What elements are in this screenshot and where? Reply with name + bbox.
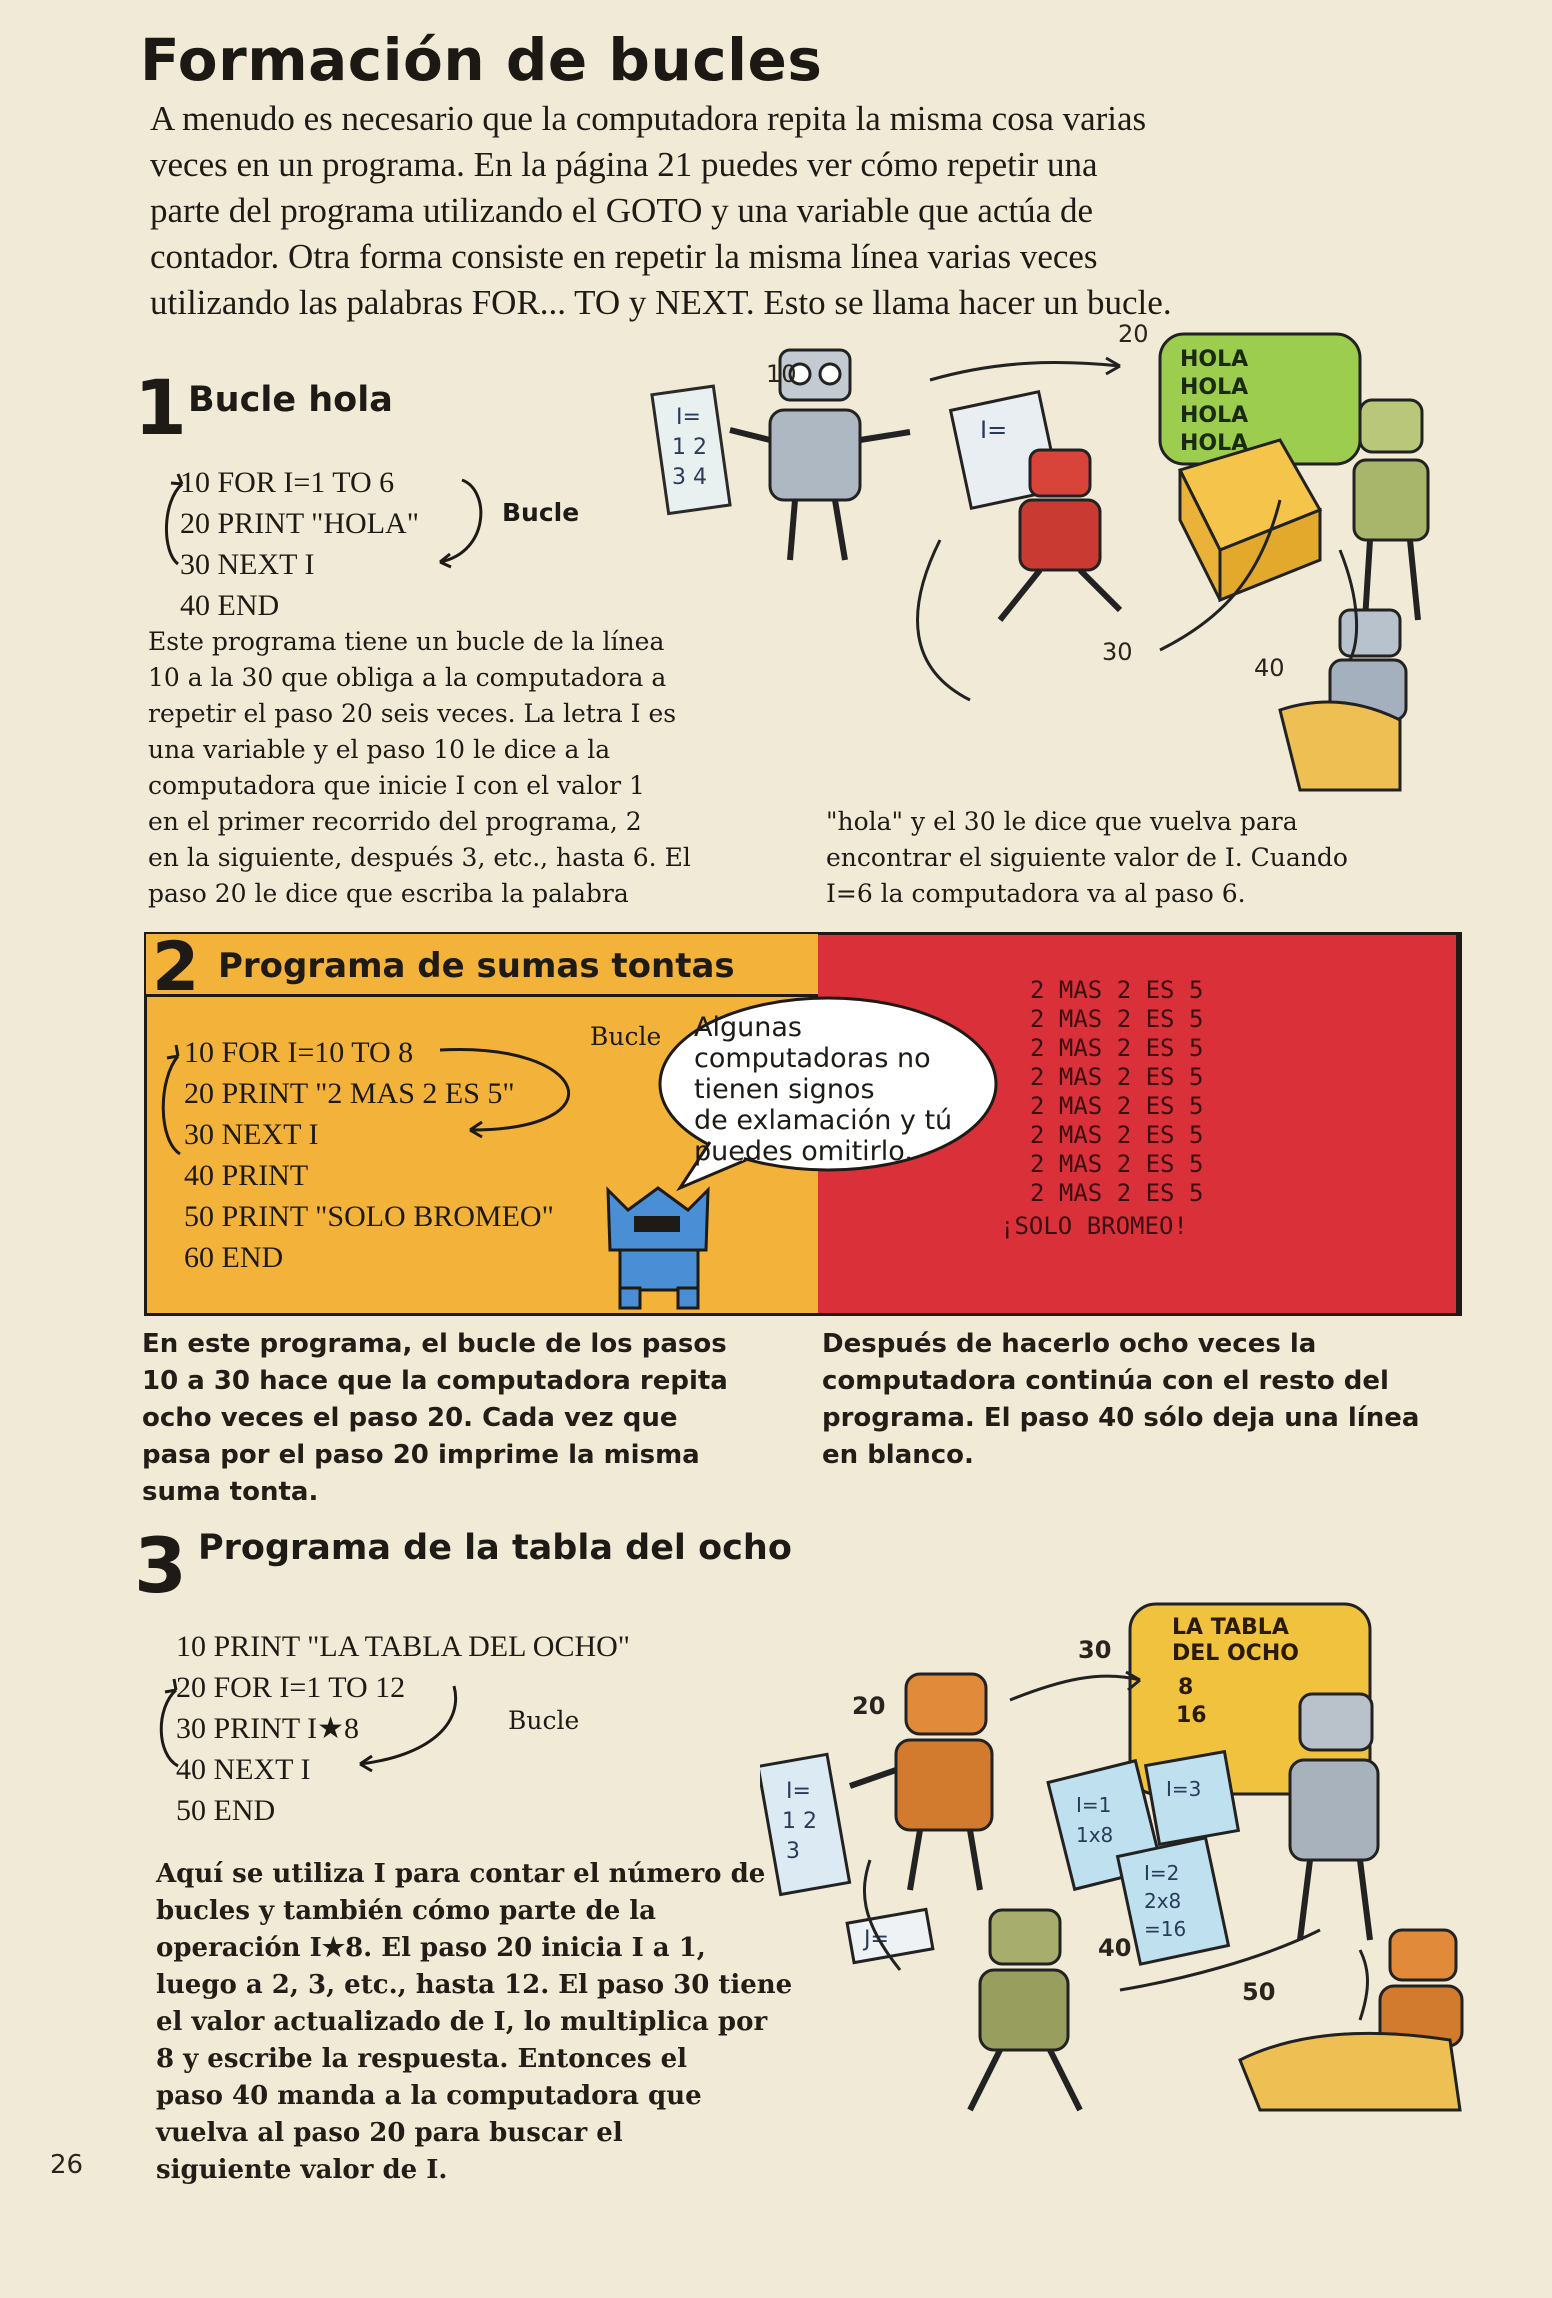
text-line: computadora continúa con el resto del bbox=[822, 1366, 1389, 1396]
text-line: luego a 2, 3, etc., hasta 12. El paso 30 tiene bbox=[156, 1970, 793, 2000]
green-robot bbox=[1354, 400, 1428, 620]
text-line: "hola" y el 30 le dice que vuelva para bbox=[826, 807, 1298, 836]
page-number: 26 bbox=[50, 2150, 84, 2180]
text-line: operación I★8. El paso 20 inicia I a 1, bbox=[156, 1933, 706, 1963]
silver-robot bbox=[730, 350, 910, 560]
note-line: 2x8 bbox=[1144, 1889, 1182, 1913]
intro-line: A menudo es necesario que la computadora repita la misma cosa varias bbox=[150, 99, 1147, 138]
intro-line: contador. Otra forma consiste en repetir la misma línea varias veces bbox=[150, 237, 1098, 276]
text-line: en el primer recorrido del programa, 2 bbox=[148, 807, 642, 836]
speech-bubble-text bbox=[694, 1012, 952, 1167]
card-line: I= bbox=[676, 405, 701, 430]
card-line: 3 bbox=[786, 1839, 800, 1864]
screen-line: 2 MAS 2 ES 5 bbox=[1030, 1150, 1204, 1178]
section3-bucle-label: Bucle bbox=[508, 1706, 580, 1735]
seated-robot bbox=[1280, 610, 1406, 790]
code-line: 10 FOR I=1 TO 6 bbox=[180, 466, 395, 499]
note-line: I=3 bbox=[1166, 1777, 1202, 1801]
board-title: DEL OCHO bbox=[1172, 1641, 1299, 1666]
red-robot bbox=[951, 392, 1120, 620]
section1-text-right bbox=[826, 804, 1348, 912]
intro-paragraph bbox=[150, 96, 1480, 326]
section2-caption-left bbox=[142, 1326, 728, 1511]
text-line: Este programa tiene un bucle de la línea bbox=[148, 627, 665, 656]
code-line: 20 PRINT "2 MAS 2 ES 5" bbox=[184, 1077, 515, 1110]
section2-bucle-label: Bucle bbox=[590, 1022, 662, 1051]
seated-robot bbox=[1240, 1930, 1462, 2110]
text-line: computadora que inicie I con el valor 1 bbox=[148, 771, 645, 800]
text-line: bucles y también cómo parte de la bbox=[156, 1896, 657, 1926]
section3-number: 3 bbox=[134, 1521, 187, 1610]
section1-illustration bbox=[640, 320, 1480, 800]
text-line: pasa por el paso 20 imprime la misma bbox=[142, 1440, 700, 1470]
note-line: I=1 bbox=[1076, 1793, 1112, 1817]
section3-title: Programa de la tabla del ocho bbox=[198, 1528, 792, 1568]
screen-line: 2 MAS 2 ES 5 bbox=[1030, 976, 1204, 1004]
text-line: En este programa, el bucle de los pasos bbox=[142, 1329, 727, 1359]
text-line: suma tonta. bbox=[142, 1477, 319, 1507]
bubble-line: puedes omitirlo. bbox=[694, 1136, 913, 1167]
bubble-line: tienen signos bbox=[694, 1074, 875, 1105]
intro-line: veces en un programa. En la página 21 puedes ver cómo repetir una bbox=[150, 145, 1098, 184]
step-label: 40 bbox=[1098, 1934, 1132, 1962]
screen-line: 2 MAS 2 ES 5 bbox=[1030, 1179, 1204, 1207]
step-label: 40 bbox=[1254, 654, 1285, 682]
section3-loop-arrows bbox=[148, 1664, 488, 1784]
page-title: Formación de bucles bbox=[140, 26, 823, 94]
card-line: 3 4 bbox=[672, 465, 707, 490]
step-label: 10 bbox=[766, 360, 797, 388]
screen-line: 2 MAS 2 ES 5 bbox=[1030, 1121, 1204, 1149]
robot-card bbox=[760, 1754, 850, 1894]
section1-title: Bucle hola bbox=[188, 380, 393, 420]
paper-text: J= bbox=[864, 1927, 889, 1952]
robot-card bbox=[652, 386, 730, 513]
screen-line: 2 MAS 2 ES 5 bbox=[1030, 1063, 1204, 1091]
text-line: paso 20 le dice que escriba la palabra bbox=[148, 879, 629, 908]
step-label: 30 bbox=[1102, 638, 1133, 666]
screen-footer: ¡SOLO BROMEO! bbox=[1000, 1212, 1188, 1240]
text-line: una variable y el paso 10 le dice a la bbox=[148, 735, 611, 764]
code-line: 30 NEXT I bbox=[180, 548, 315, 581]
card-line: 1 2 bbox=[782, 1809, 817, 1834]
text-line: ocho veces el paso 20. Cada vez que bbox=[142, 1403, 678, 1433]
olive-robot bbox=[847, 1909, 1080, 2110]
code-line: 40 NEXT I bbox=[176, 1753, 311, 1786]
section2-caption-right bbox=[822, 1326, 1419, 1474]
board-title: LA TABLA bbox=[1172, 1615, 1289, 1640]
code-line: 40 END bbox=[180, 589, 280, 622]
text-line: Después de hacerlo ocho veces la bbox=[822, 1329, 1317, 1359]
section3-text bbox=[156, 1856, 792, 2189]
section2-title: Programa de sumas tontas bbox=[218, 946, 735, 986]
bubble-line: Algunas bbox=[694, 1012, 802, 1043]
board-line: HOLA bbox=[1180, 431, 1249, 456]
text-line: paso 40 manda a la computadora que bbox=[156, 2081, 702, 2111]
board-line: HOLA bbox=[1180, 347, 1249, 372]
bubble-line: de exlamación y tú bbox=[694, 1105, 953, 1136]
text-line: 8 y escribe la respuesta. Entonces el bbox=[156, 2044, 687, 2074]
code-line: 40 PRINT bbox=[184, 1159, 309, 1192]
code-line: 30 PRINT I★8 bbox=[176, 1712, 360, 1745]
board-value: 16 bbox=[1176, 1703, 1207, 1728]
section3-illustration bbox=[760, 1590, 1490, 2130]
section2-number: 2 bbox=[152, 928, 200, 1007]
text-line: programa. El paso 40 sólo deja una línea bbox=[822, 1403, 1420, 1433]
text-line: siguiente valor de I. bbox=[156, 2155, 448, 2185]
note-line: 1x8 bbox=[1076, 1823, 1114, 1847]
board-line: HOLA bbox=[1180, 403, 1249, 428]
text-line: el valor actualizado de I, lo multiplica por bbox=[156, 2007, 768, 2037]
intro-line: utilizando las palabras FOR... TO y NEXT. Esto se llama hacer un bucle. bbox=[150, 283, 1172, 322]
silver-robot bbox=[1290, 1694, 1378, 1940]
text-line: en la siguiente, después 3, etc., hasta 6. El bbox=[148, 843, 691, 872]
section1-bucle-label: Bucle bbox=[502, 498, 580, 527]
note-line: =16 bbox=[1144, 1917, 1187, 1941]
text-line: en blanco. bbox=[822, 1440, 974, 1470]
text-line: I=6 la computadora va al paso 6. bbox=[826, 879, 1246, 908]
blue-robot bbox=[588, 1180, 728, 1310]
screen-line: 2 MAS 2 ES 5 bbox=[1030, 1034, 1204, 1062]
code-line: 20 PRINT "HOLA" bbox=[180, 507, 419, 540]
code-line: 50 END bbox=[176, 1794, 276, 1827]
step-label: 30 bbox=[1078, 1636, 1112, 1664]
paper-text: I= bbox=[980, 416, 1008, 444]
screen-line: 2 MAS 2 ES 5 bbox=[1030, 1092, 1204, 1120]
text-line: encontrar el siguiente valor de I. Cuando bbox=[826, 843, 1348, 872]
code-line: 10 PRINT "LA TABLA DEL OCHO" bbox=[176, 1630, 631, 1663]
bubble-line: computadoras no bbox=[694, 1043, 931, 1074]
step-label: 20 bbox=[1118, 320, 1149, 348]
code-line: 10 FOR I=10 TO 8 bbox=[184, 1036, 414, 1069]
card-line: 1 2 bbox=[672, 435, 707, 460]
board-line: HOLA bbox=[1180, 375, 1249, 400]
note-line: I=2 bbox=[1144, 1861, 1180, 1885]
text-line: 10 a 30 hace que la computadora repita bbox=[142, 1366, 728, 1396]
section1-loop-arrows bbox=[150, 462, 510, 582]
section2-loop-arrows bbox=[150, 1030, 630, 1170]
step-label: 50 bbox=[1242, 1978, 1276, 2006]
code-line: 50 PRINT "SOLO BROMEO" bbox=[184, 1200, 554, 1233]
section1-number: 1 bbox=[134, 363, 187, 452]
card-line: I= bbox=[786, 1779, 811, 1804]
code-line: 20 FOR I=1 TO 12 bbox=[176, 1671, 406, 1704]
board-value: 8 bbox=[1178, 1675, 1194, 1700]
text-line: Aquí se utiliza I para contar el número de bbox=[156, 1859, 766, 1889]
code-line: 60 END bbox=[184, 1241, 284, 1274]
step-label: 20 bbox=[852, 1692, 886, 1720]
code-line: 30 NEXT I bbox=[184, 1118, 319, 1151]
text-line: vuelva al paso 20 para buscar el bbox=[156, 2118, 623, 2148]
intro-line: parte del programa utilizando el GOTO y una variable que actúa de bbox=[150, 191, 1094, 230]
text-line: 10 a la 30 que obliga a la computadora a bbox=[148, 663, 667, 692]
screen-output bbox=[1000, 976, 1204, 1241]
screen-line: 2 MAS 2 ES 5 bbox=[1030, 1005, 1204, 1033]
text-line: repetir el paso 20 seis veces. La letra I es bbox=[148, 699, 677, 728]
section1-text-left bbox=[148, 624, 691, 912]
